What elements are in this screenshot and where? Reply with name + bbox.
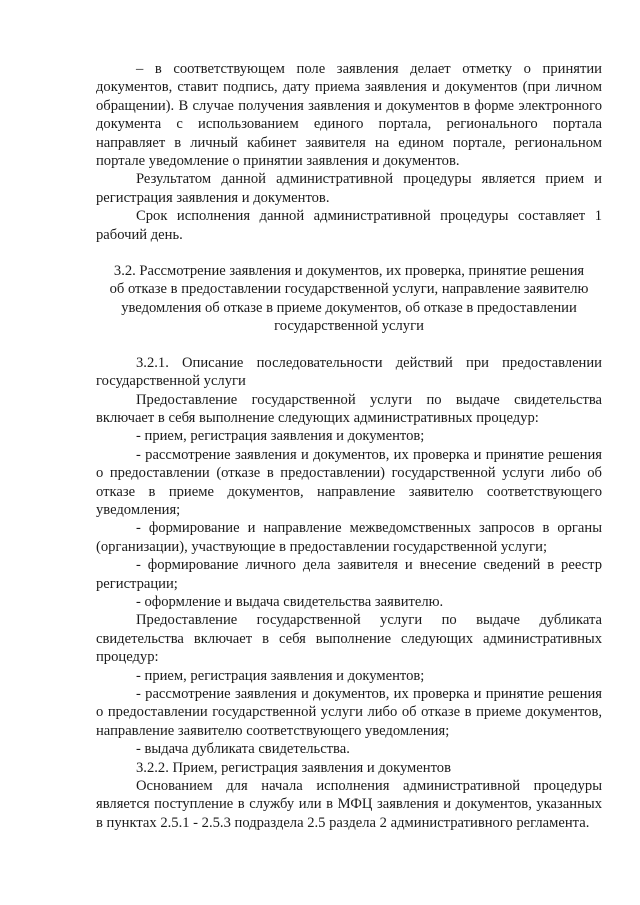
intro-duplicate-procedures: Предоставление государственной услуги по выдаче дубликата свидетельства включает в себя выполнение следующих административных процедур: <box>96 612 602 666</box>
list-item: - формирование и направление межведомственных запросов в органы (организации), участвующие в предоставлении государственной услуги; <box>96 520 602 555</box>
list-item: - рассмотрение заявления и документов, их проверка и принятие решения о предоставлении (отказе в предоставлении) государственной услуги либо об отказе в приеме документов, направление заявителю соответствующего уведомления; <box>96 446 602 518</box>
list-item: - выдача дубликата свидетельства. <box>136 741 350 758</box>
paragraph-procedure-basis: Основанием для начала исполнения административной процедуры является поступление в службу или в МФЦ заявления и документов, указанных в пунктах 2.5.1 - 2.5.3 подраздела 2.5 раздела 2 административного регламента. <box>96 778 602 831</box>
paragraph-result: Результатом данной административной процедуры является прием и регистрация заявления и документов. <box>96 171 602 206</box>
list-item: - прием, регистрация заявления и документов; <box>136 667 425 684</box>
section-heading-3-2: 3.2. Рассмотрение заявления и документов, их проверка, принятие решения об отказе в предоставлении государственной услуги, направление заявителю уведомления об отказе в приеме документов, об отказе в предоставлении государственной услуги <box>109 263 589 335</box>
paragraph-deadline: Срок исполнения данной административной процедуры составляет 1 рабочий день. <box>96 208 602 243</box>
list-item: - прием, регистрация заявления и документов; <box>136 428 425 445</box>
list-item: - рассмотрение заявления и документов, их проверка и принятие решения о предоставлении государственной услуги либо об отказе в приеме документов, направление заявителю соответствующего уведомления; <box>96 686 602 739</box>
intro-certificate-procedures: Предоставление государственной услуги по выдаче свидетельства включает в себя выполнение следующих административных процедур: <box>96 391 602 426</box>
list-item: - формирование личного дела заявителя и внесение сведений в реестр регистрации; <box>96 557 602 592</box>
subsection-title-3-2-2: 3.2.2. Прием, регистрация заявления и документов <box>136 759 451 776</box>
paragraph-acceptance-mark: – в соответствующем поле заявления делает отметку о принятии документов, ставит подпись, дату приема заявления и документов (при личном обращении). В случае получения заявления и документов в форме электронного документа с использованием единого портала, регионального портала направляет в личный кабинет заявителя на едином портале, региональном портале уведомление о принятии заявления и документов. <box>96 61 602 170</box>
document-body <box>96 60 602 832</box>
list-item: - оформление и выдача свидетельства заявителю. <box>136 593 444 610</box>
subsection-title-3-2-1: 3.2.1. Описание последовательности действий при предоставлении государственной услуги <box>96 354 602 390</box>
